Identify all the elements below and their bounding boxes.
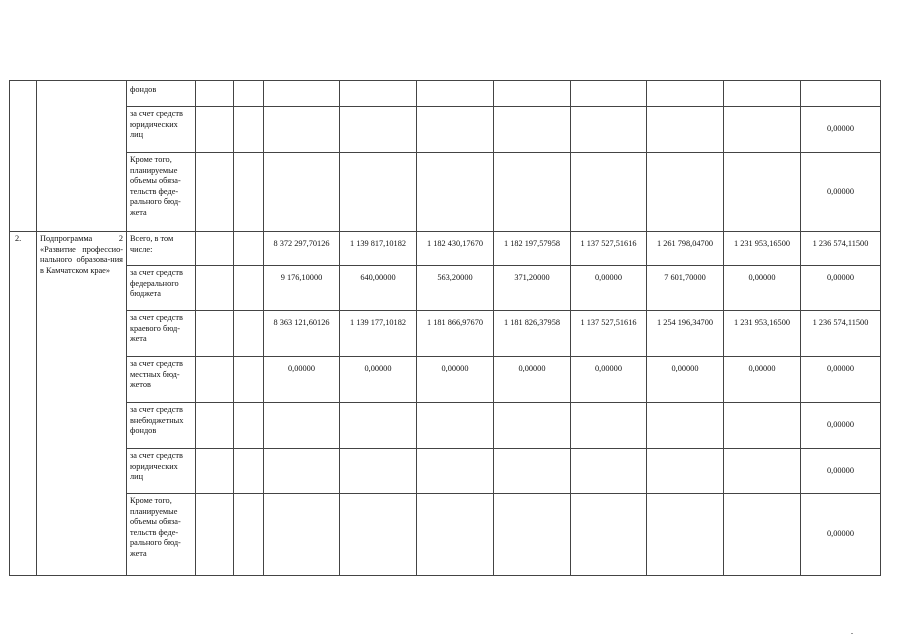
value-year-4: [571, 449, 647, 494]
value-year-7: 1 236 574,11500: [801, 232, 881, 266]
value-year-3: 1 182 197,57958: [494, 232, 571, 266]
table-row: [10, 357, 881, 403]
value-year-6: [724, 153, 801, 232]
value-year-7: 0,00000: [801, 357, 881, 403]
value-year-4: [571, 153, 647, 232]
value-total: 9 176,10000: [264, 266, 340, 311]
value-year-2: [417, 153, 494, 232]
empty-cell: [196, 153, 234, 232]
empty-cell: [234, 403, 264, 449]
value-year-3: [494, 494, 571, 576]
table-row: [10, 266, 881, 311]
empty-cell: [234, 449, 264, 494]
value-year-2: 563,20000: [417, 266, 494, 311]
value-year-4: 1 137 527,51616: [571, 311, 647, 357]
value-total: [264, 449, 340, 494]
value-total: [264, 403, 340, 449]
value-year-5: [647, 81, 724, 107]
value-year-5: [647, 449, 724, 494]
subprogram-name-cell: [37, 81, 127, 232]
value-total: [264, 153, 340, 232]
table-row: [10, 403, 881, 449]
value-year-2: [417, 107, 494, 153]
funding-source-cell: за счет средств местных бюд-жетов: [127, 357, 196, 403]
value-year-5: 0,00000: [647, 357, 724, 403]
value-year-2: [417, 494, 494, 576]
value-year-1: [340, 81, 417, 107]
table-row: [10, 153, 881, 232]
empty-cell: [196, 449, 234, 494]
value-year-2: 1 181 866,97670: [417, 311, 494, 357]
table-row: [10, 494, 881, 576]
value-year-1: [340, 153, 417, 232]
value-year-4: 0,00000: [571, 357, 647, 403]
value-total: [264, 107, 340, 153]
value-year-5: [647, 153, 724, 232]
value-year-3: 371,20000: [494, 266, 571, 311]
value-total: 8 372 297,70126: [264, 232, 340, 266]
scan-speck: [851, 633, 853, 634]
funding-source-cell: Кроме того, планируемые объемы обяза-тельств феде-рального бюд-жета: [127, 153, 196, 232]
budget-table: [9, 80, 881, 576]
value-year-3: [494, 449, 571, 494]
value-year-6: 0,00000: [724, 266, 801, 311]
value-year-6: 1 231 953,16500: [724, 232, 801, 266]
row-number-cell: 2.: [10, 232, 37, 576]
table-row: [10, 232, 881, 266]
value-year-1: 1 139 817,10182: [340, 232, 417, 266]
row-number-cell: [10, 81, 37, 232]
table-row: [10, 449, 881, 494]
table-row: [10, 81, 881, 107]
value-year-3: 0,00000: [494, 357, 571, 403]
value-year-3: [494, 153, 571, 232]
value-total: 8 363 121,60126: [264, 311, 340, 357]
value-year-1: 1 139 177,10182: [340, 311, 417, 357]
value-year-3: 1 181 826,37958: [494, 311, 571, 357]
funding-source-cell: за счет средств краевого бюд-жета: [127, 311, 196, 357]
funding-source-cell: за счет средств юридических лиц: [127, 449, 196, 494]
value-year-7: 0,00000: [801, 494, 881, 576]
value-year-5: 1 261 798,04700: [647, 232, 724, 266]
value-year-2: 0,00000: [417, 357, 494, 403]
table-row: [10, 311, 881, 357]
value-year-7: 0,00000: [801, 153, 881, 232]
empty-cell: [234, 153, 264, 232]
funding-source-cell: Кроме того, планируемые объемы обяза-тельств феде-рального бюд-жета: [127, 494, 196, 576]
value-year-1: 0,00000: [340, 357, 417, 403]
empty-cell: [196, 311, 234, 357]
value-year-1: [340, 107, 417, 153]
empty-cell: [196, 357, 234, 403]
value-year-4: 1 137 527,51616: [571, 232, 647, 266]
value-year-2: 1 182 430,17670: [417, 232, 494, 266]
value-year-3: [494, 403, 571, 449]
value-year-2: [417, 403, 494, 449]
table-row: [10, 107, 881, 153]
value-year-6: [724, 449, 801, 494]
value-year-4: 0,00000: [571, 266, 647, 311]
value-year-5: 7 601,70000: [647, 266, 724, 311]
value-year-7: [801, 81, 881, 107]
value-year-7: 0,00000: [801, 107, 881, 153]
funding-source-cell: Всего, в том числе:: [127, 232, 196, 266]
value-year-7: 1 236 574,11500: [801, 311, 881, 357]
value-total: 0,00000: [264, 357, 340, 403]
empty-cell: [196, 232, 234, 266]
value-year-4: [571, 494, 647, 576]
funding-source-cell: за счет средств юридических лиц: [127, 107, 196, 153]
value-year-6: 1 231 953,16500: [724, 311, 801, 357]
value-total: [264, 494, 340, 576]
value-year-2: [417, 449, 494, 494]
value-year-4: [571, 81, 647, 107]
value-year-1: [340, 449, 417, 494]
value-year-2: [417, 81, 494, 107]
value-year-7: 0,00000: [801, 449, 881, 494]
value-total: [264, 81, 340, 107]
value-year-4: [571, 403, 647, 449]
empty-cell: [234, 81, 264, 107]
value-year-1: 640,00000: [340, 266, 417, 311]
value-year-5: [647, 107, 724, 153]
value-year-5: 1 254 196,34700: [647, 311, 724, 357]
value-year-1: [340, 494, 417, 576]
empty-cell: [234, 107, 264, 153]
value-year-6: [724, 107, 801, 153]
value-year-3: [494, 81, 571, 107]
empty-cell: [196, 107, 234, 153]
funding-source-cell: за счет средств федерального бюджета: [127, 266, 196, 311]
value-year-7: 0,00000: [801, 403, 881, 449]
empty-cell: [196, 81, 234, 107]
value-year-5: [647, 403, 724, 449]
value-year-7: 0,00000: [801, 266, 881, 311]
value-year-6: [724, 403, 801, 449]
value-year-6: 0,00000: [724, 357, 801, 403]
empty-cell: [234, 266, 264, 311]
empty-cell: [196, 403, 234, 449]
empty-cell: [234, 232, 264, 266]
value-year-6: [724, 494, 801, 576]
funding-source-cell: за счет средств внебюджетных фондов: [127, 403, 196, 449]
empty-cell: [234, 357, 264, 403]
empty-cell: [196, 494, 234, 576]
value-year-4: [571, 107, 647, 153]
empty-cell: [196, 266, 234, 311]
value-year-1: [340, 403, 417, 449]
value-year-6: [724, 81, 801, 107]
empty-cell: [234, 494, 264, 576]
value-year-3: [494, 107, 571, 153]
empty-cell: [234, 311, 264, 357]
funding-source-cell: фондов: [127, 81, 196, 107]
value-year-5: [647, 494, 724, 576]
subprogram-name-cell: Подпрограмма 2 «Развитие профессио-нального образова-ния в Камчатском крае»: [37, 232, 127, 576]
